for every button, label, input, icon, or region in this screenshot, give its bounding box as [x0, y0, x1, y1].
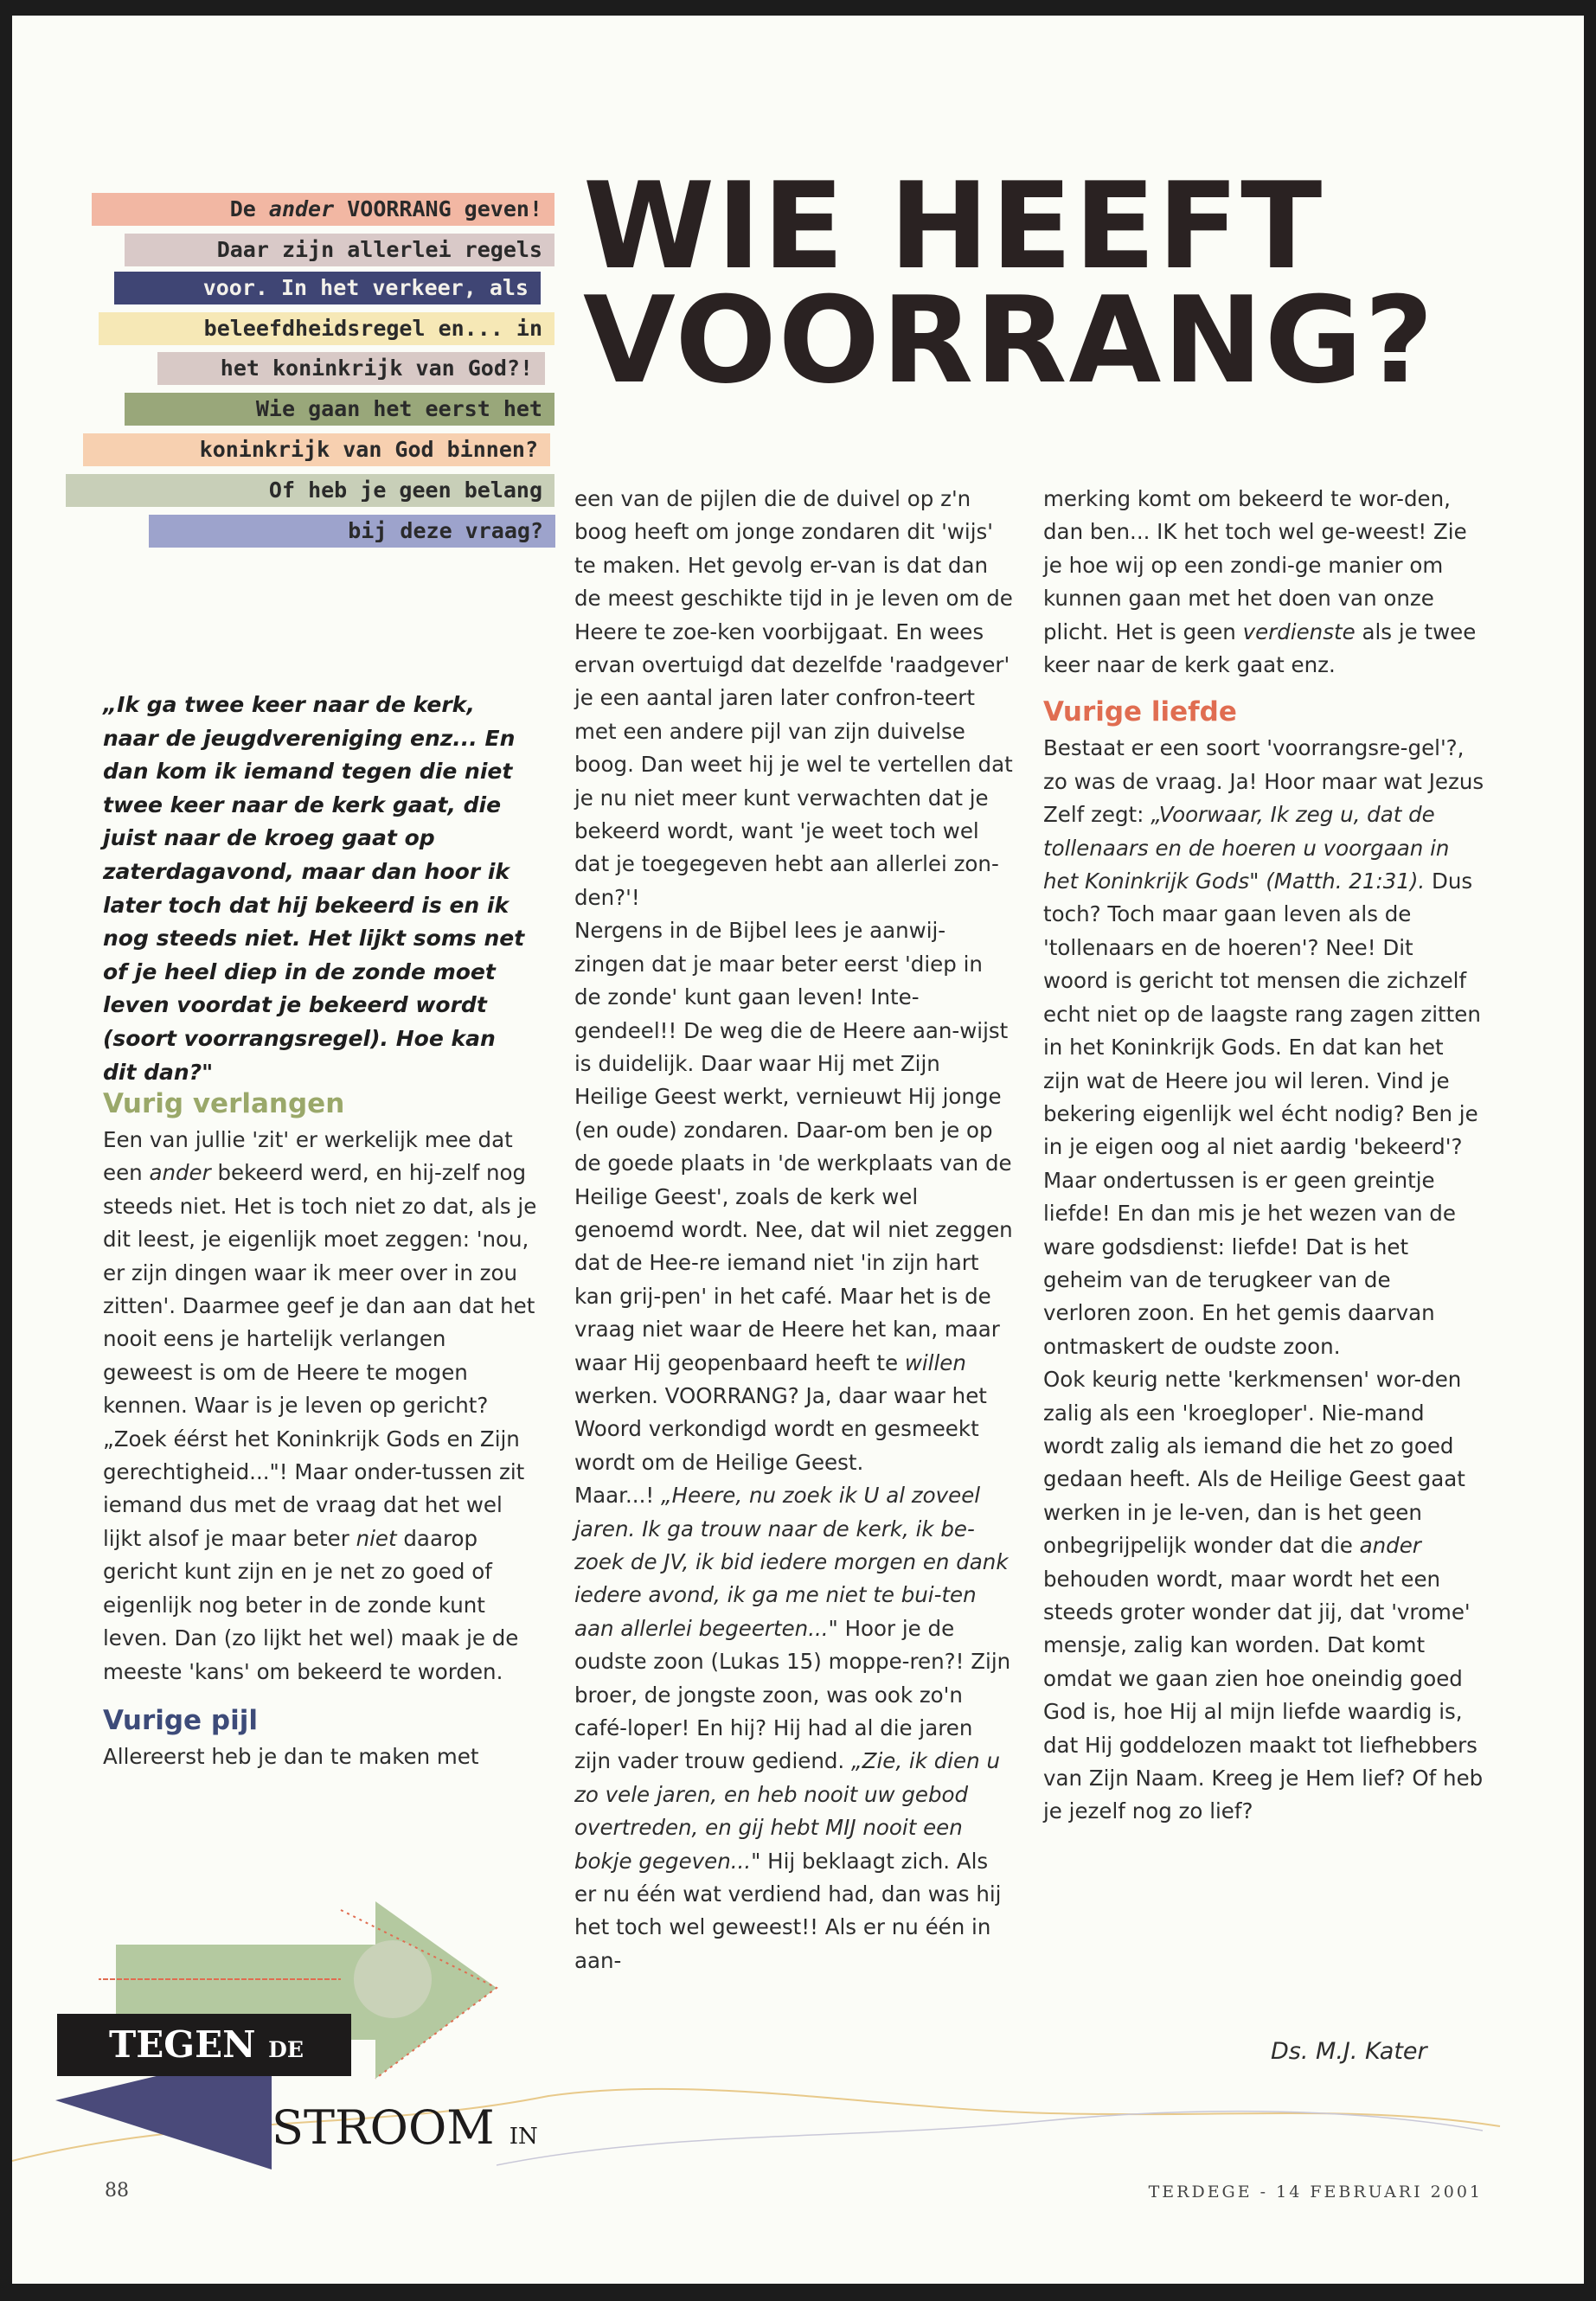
intro-strip: voor. In het verkeer, als	[114, 272, 541, 304]
magazine-page	[12, 16, 1584, 2284]
paragraph: Ook keurig nette 'kerkmensen' wor-den zalig als een 'kroegloper'. Nie-mand wordt zalig als iemand die het zo goed gedaan heeft. Als de Heilige Geest gaat werken in je le-ven, dan is het geen onbegrijpelijk wonder dat die ander behouden wordt, maar wordt het een steeds groter wonder dat jij, dat 'vrome' mensje, zalig kan worden. Dat komt omdat we gaan zien hoe oneindig goed God is, hoe Hij al mijn liefde waardig is, dat Hij goddelozen maakt tot liefhebbers van Zijn Naam. Kreeg je Hem lief? Of heb je jezelf nog zo lief?	[1043, 1367, 1484, 1824]
intro-strip: Of heb je geen belang	[66, 474, 554, 507]
column-3	[1043, 483, 1484, 1829]
paragraph: merking komt om bekeerd te wor-den, dan ben... IK het toch wel ge-weest! Zie je hoe wij op een zondi-ge manier om kunnen gaan met het doen van onze plicht. Het is geen verdienste als je twee keer naar de kerk gaat enz.	[1043, 486, 1477, 678]
page-number: 88	[105, 2180, 129, 2202]
paragraph: Een van jullie 'zit' er werkelijk mee dat een ander bekeerd werd, en hij-zelf nog steeds niet. Het is toch niet zo dat, als je dit leest, je eigenlijk moet zeggen: 'nou, er zijn dingen waar ik meer over in zou zitten'. Daarmee geef je dan aan dat het nooit eens je hartelijk verlangen geweest is om de Heere te mogen kennen. Waar is je leven op gericht? „Zoek éérst het Koninkrijk Gods en Zijn gerechtigheid..."! Maar onder-tussen zit iemand dus met de vraag dat het wel lijkt alsof je maar beter niet daarop gericht kunt zijn en je net zo goed of eigenlijk nog beter in de zonde kunt leven. Dan (zo lijkt het wel) maak je de meeste 'kans' om bekeerd te worden.	[103, 1127, 537, 1684]
paragraph: een van de pijlen die de duivel op z'n boog heeft om jonge zondaren dit 'wijs' te maken. Het gevolg er-van is dat dan de meest geschikte tijd in je leven om de Heere te zoe-ken voorbijgaat. En wees ervan overtuigd dat dezelfde 'raadgever' je een aantal jaren later confron-teert met een andere pijl van zijn duivelse boog. Dan weet hij je wel te vertellen dat je nu niet meer kunt verwachten dat je bekeerd wordt, want 'je weet toch wel dat je toegegeven hebt aan allerlei zon-den?'!	[574, 486, 1013, 910]
tegen-de-stroom-in-logo	[12, 1875, 618, 2187]
intro-strip: koninkrijk van God binnen?	[83, 433, 550, 466]
section-heading: Vurige pijl	[103, 1704, 258, 1736]
intro-strip: het koninkrijk van God?!	[157, 352, 545, 385]
author-signature: Ds. M.J. Kater	[1271, 2038, 1427, 2065]
section-heading: Vurig verlangen	[103, 1088, 345, 1119]
logo-text-tegen-de: TEGEN DE	[57, 2014, 351, 2076]
intro-strip: bij deze vraag?	[149, 515, 555, 548]
section-heading: Vurige liefde	[1043, 696, 1237, 728]
intro-strip: beleefdheidsregel en... in	[99, 312, 554, 345]
publication-footer: TERDEGE - 14 FEBRUARI 2001	[1148, 2182, 1483, 2202]
title-line-1: WIE HEEFT	[583, 157, 1324, 296]
pull-quote: „Ik ga twee keer naar de kerk, naar de jeugdvereniging enz... En dan kom ik iemand tegen die niet twee keer naar de kerk gaat, die juist naar de kroeg gaat op zaterdagavond, maar dan hoor ik later toch dat hij bekeerd is en ik nog steeds niet. Het lijkt soms net of je heel diep in de zonde moet leven voordat je bekeerd wordt (soort voorrangsregel). Hoe kan dit dan?"	[103, 692, 525, 1085]
intro-strip: Wie gaan het eerst het	[125, 393, 554, 426]
column-1	[103, 1084, 540, 1773]
page-title	[583, 157, 1436, 410]
intro-strip: Daar zijn allerlei regels	[125, 234, 554, 266]
intro-strip: De ander VOORRANG geven!	[92, 193, 554, 226]
paragraph: Maar...! „Heere, nu zoek ik U al zoveel jaren. Ik ga trouw naar de kerk, ik be-zoek de JV, ik bid iedere morgen en dank iedere avond, ik ga me niet te bui-ten aan allerlei begeerten..." Hoor je de oudste zoon (Lukas 15) moppe-ren?! Zijn broer, de jongste zoon, was ook zo'n café-loper! En hij? Hij had al die jaren zijn vader trouw gediend. „Zie, ik dien u zo vele jaren, en heb nooit uw gebod overtreden, en gij hebt MIJ nooit een bokje gegeven..." Hij beklaagt zich. Als er nu één wat verdiend had, dan was hij het toch wel geweest!! Als er nu één in aan-	[574, 1483, 1011, 1973]
logo-text-stroom-in: STROOM IN	[272, 2100, 538, 2155]
paragraph: Nergens in de Bijbel lees je aanwij-zingen dat je maar beter eerst 'diep in de zonde' kunt gaan leven! Inte-gendeel!! De weg die de Heere aan-wijst is duidelijk. Daar waar Hij met Zijn Heilige Geest werkt, vernieuwt Hij jonge (en oude) zondaren. Daar-om ben je op de goede plaats in 'de werkplaats van de Heilige Geest', zoals de kerk wel genoemd wordt. Nee, dat wil niet zeggen dat de Hee-re iemand niet 'in zijn hart kan grij-pen' in het café. Maar het is de vraag niet waar de Heere het kan, maar waar Hij geopenbaard heeft te willen werken. VOORRANG? Ja, daar waar het Woord verkondigd wordt en gesmeekt wordt om de Heilige Geest.	[574, 918, 1013, 1475]
column-2	[574, 483, 1016, 1977]
paragraph: Bestaat er een soort 'voorrangsre-gel'?, zo was de vraag. Ja! Hoor maar wat Jezus Zelf zegt: „Voorwaar, Ik zeg u, dat de tollenaars en de hoeren u voorgaan in het Koninkrijk Gods" (Matth. 21:31). Dus toch? Toch maar gaan leven als de 'tollenaars en de hoeren'? Nee! Dit woord is gericht tot mensen die zichzelf echt niet op de laagste rang zagen zitten in het Koninkrijk Gods. En dat kan het zijn wat de Heere jou wil leren. Vind je bekering eigenlijk wel écht nodig? Ben je in je eigen oog al niet aardig 'bekeerd'? Maar ondertussen is er geen greintje liefde! En dan mis je het wezen van de ware godsdienst: liefde! Dat is het geheim van de terugkeer van de verloren zoon. En het gemis daarvan ontmaskert de oudste zoon.	[1043, 735, 1484, 1359]
title-line-2: VOORRANG?	[583, 271, 1436, 410]
paragraph: Allereerst heb je dan te maken met	[103, 1743, 479, 1769]
